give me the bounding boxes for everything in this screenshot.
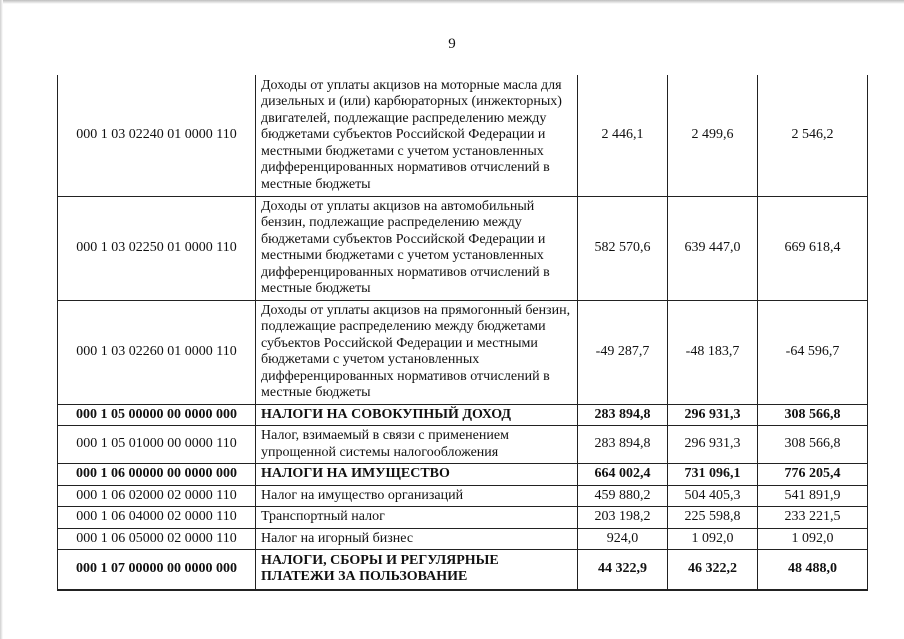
revenue-name-cell: НАЛОГИ, СБОРЫ И РЕГУЛЯРНЫЕ ПЛАТЕЖИ ЗА ПОЛЬЗОВАНИЕ [256, 550, 578, 590]
table-row [58, 75, 868, 196]
value-cell-3: 2 546,2 [758, 75, 868, 196]
budget-revenue-table [57, 75, 868, 591]
table-row-section-total [58, 550, 868, 590]
value-cell-1: 582 570,6 [578, 196, 668, 300]
value-cell-3: 308 566,8 [758, 404, 868, 426]
table-row [58, 196, 868, 300]
revenue-name-cell: Доходы от уплаты акцизов на прямогонный бензин, подлежащие распределению между бюджетами субъектов Российской Федерации и местными бюджетами с учетом установленных дифференцированных нормативов отчислений в местные бюджеты [256, 300, 578, 404]
value-cell-2: 639 447,0 [668, 196, 758, 300]
budget-code-cell: 000 1 07 00000 00 0000 000 [58, 550, 256, 590]
table-row [58, 507, 868, 529]
budget-code-cell: 000 1 05 01000 00 0000 110 [58, 426, 256, 464]
value-cell-2: 225 598,8 [668, 507, 758, 529]
scan-edge-left [0, 0, 3, 639]
value-cell-3: 308 566,8 [758, 426, 868, 464]
value-cell-1: 203 198,2 [578, 507, 668, 529]
value-cell-2: 46 322,2 [668, 550, 758, 590]
budget-code-cell: 000 1 06 02000 02 0000 110 [58, 485, 256, 507]
revenue-name-cell: Доходы от уплаты акцизов на моторные масла для дизельных и (или) карбюраторных (инжекторных) двигателей, подлежащие распределению между бюджетами субъектов Российской Федерации и местными бюджетами с учетом установленных дифференцированных нормативов отчислений в местные бюджеты [256, 75, 578, 196]
revenue-name-cell: Доходы от уплаты акцизов на автомобильный бензин, подлежащие распределению между бюджетами субъектов Российской Федерации и местными бюджетами с учетом установленных дифференцированных нормативов отчислений в местные бюджеты [256, 196, 578, 300]
table-row [58, 485, 868, 507]
value-cell-3: -64 596,7 [758, 300, 868, 404]
table-row-section-total [58, 404, 868, 426]
value-cell-3: 1 092,0 [758, 528, 868, 550]
table-row [58, 300, 868, 404]
budget-code-cell: 000 1 05 00000 00 0000 000 [58, 404, 256, 426]
budget-code-cell: 000 1 06 00000 00 0000 000 [58, 464, 256, 486]
value-cell-2: 1 092,0 [668, 528, 758, 550]
value-cell-2: 2 499,6 [668, 75, 758, 196]
table-row-section-total [58, 464, 868, 486]
value-cell-1: -49 287,7 [578, 300, 668, 404]
revenue-name-cell: НАЛОГИ НА ИМУЩЕСТВО [256, 464, 578, 486]
value-cell-1: 44 322,9 [578, 550, 668, 590]
budget-code-cell: 000 1 03 02260 01 0000 110 [58, 300, 256, 404]
revenue-name-cell: Налог, взимаемый в связи с применением упрощенной системы налогообложения [256, 426, 578, 464]
revenue-name-cell: НАЛОГИ НА СОВОКУПНЫЙ ДОХОД [256, 404, 578, 426]
value-cell-1: 2 446,1 [578, 75, 668, 196]
revenue-name-cell: Налог на имущество организаций [256, 485, 578, 507]
page-number: 9 [448, 36, 456, 52]
value-cell-2: 504 405,3 [668, 485, 758, 507]
budget-code-cell: 000 1 03 02250 01 0000 110 [58, 196, 256, 300]
revenue-name-cell: Налог на игорный бизнес [256, 528, 578, 550]
value-cell-2: -48 183,7 [668, 300, 758, 404]
budget-code-cell: 000 1 06 04000 02 0000 110 [58, 507, 256, 529]
value-cell-1: 283 894,8 [578, 404, 668, 426]
value-cell-1: 459 880,2 [578, 485, 668, 507]
value-cell-3: 776 205,4 [758, 464, 868, 486]
value-cell-1: 664 002,4 [578, 464, 668, 486]
value-cell-2: 296 931,3 [668, 404, 758, 426]
budget-code-cell: 000 1 06 05000 02 0000 110 [58, 528, 256, 550]
value-cell-3: 233 221,5 [758, 507, 868, 529]
budget-code-cell: 000 1 03 02240 01 0000 110 [58, 75, 256, 196]
revenue-name-cell: Транспортный налог [256, 507, 578, 529]
scan-edge-top [0, 0, 904, 4]
value-cell-1: 283 894,8 [578, 426, 668, 464]
value-cell-3: 669 618,4 [758, 196, 868, 300]
value-cell-2: 731 096,1 [668, 464, 758, 486]
table-row [58, 528, 868, 550]
value-cell-2: 296 931,3 [668, 426, 758, 464]
table-row [58, 426, 868, 464]
value-cell-3: 48 488,0 [758, 550, 868, 590]
value-cell-3: 541 891,9 [758, 485, 868, 507]
value-cell-1: 924,0 [578, 528, 668, 550]
